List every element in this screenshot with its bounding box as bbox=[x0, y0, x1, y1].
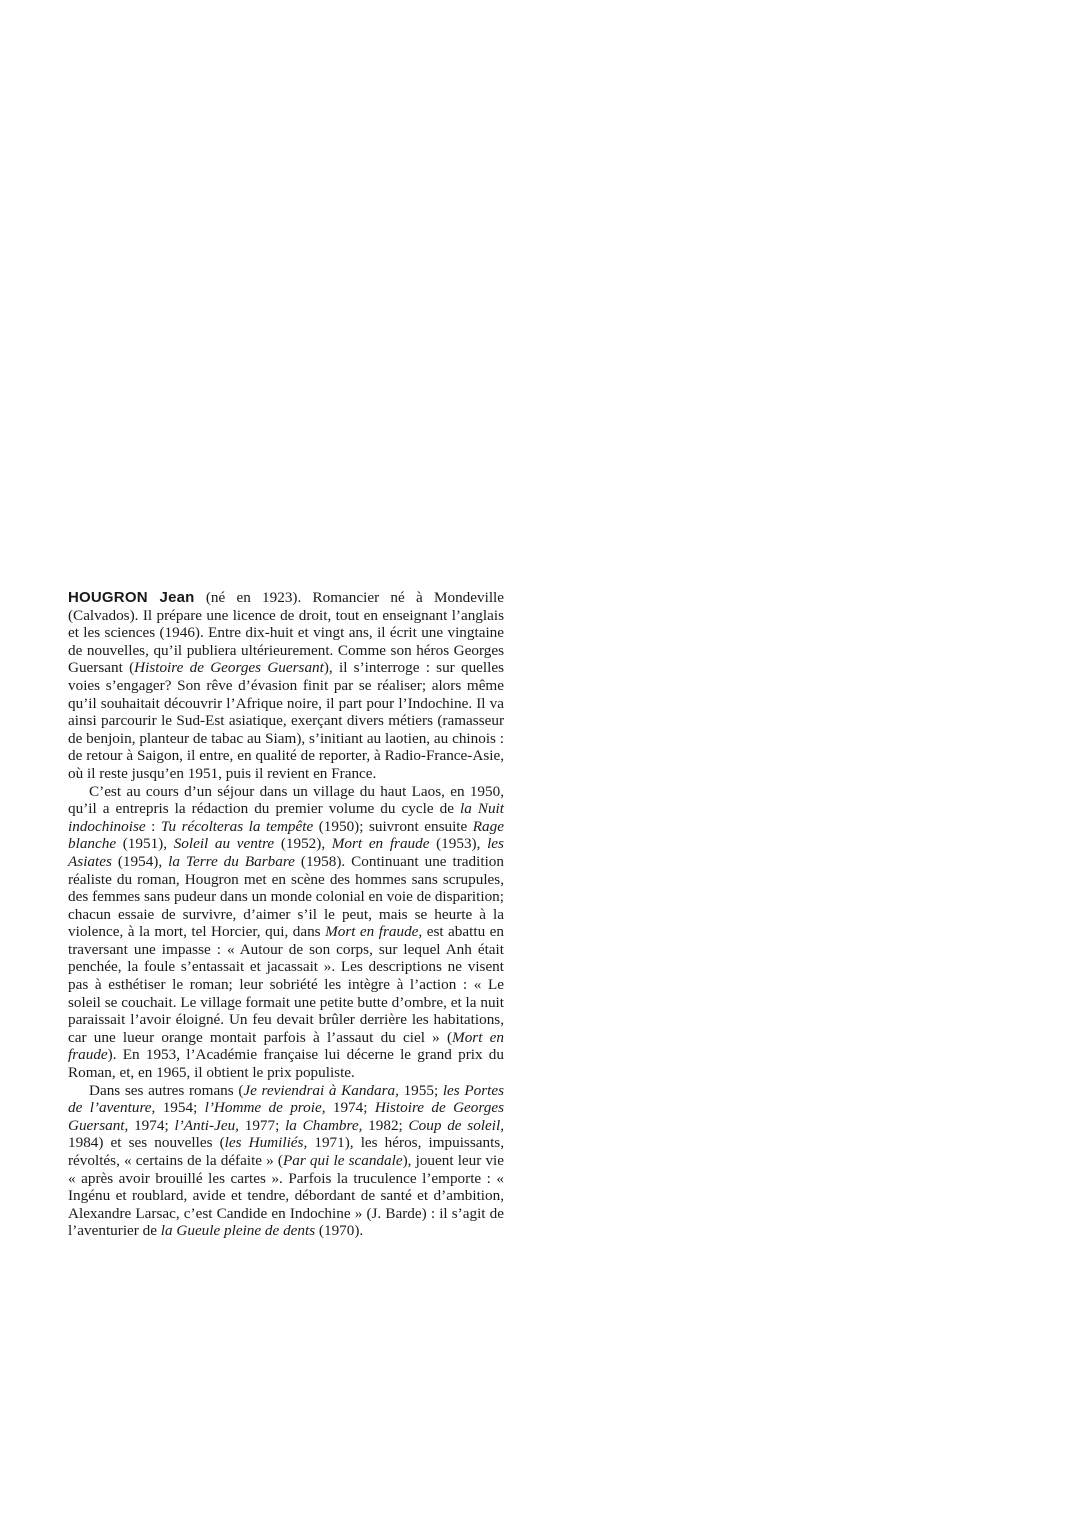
work-title: l’Homme de proie, bbox=[204, 1099, 326, 1117]
text-run: (1951), bbox=[116, 835, 174, 853]
text-run: : bbox=[145, 817, 161, 835]
text-run: Dans ses autres romans ( bbox=[89, 1081, 244, 1099]
work-title: la Nuit indochinoise bbox=[68, 800, 504, 835]
work-title: Histoire de Georges Guersant, bbox=[68, 1099, 504, 1134]
work-title: la Chambre, bbox=[285, 1116, 363, 1134]
text-run: 1971), les héros, impuissants, révoltés, « certains de la défaite » ( bbox=[68, 1134, 504, 1169]
text-run: (1953), bbox=[429, 835, 488, 853]
work-title: Mort en fraude bbox=[331, 835, 430, 853]
work-title: la Terre du Barbare bbox=[168, 852, 295, 870]
text-run: ), jouent leur vie « après avoir brouillé les cartes ». Parfois la truculence l’emporte : « Ingénu et roublard, avide et tendre, débordant de santé et d’ambition, Alexandre Larsac, c’est Candide en Indochine » (J. Barde) : il s’agit de l’aventurier de bbox=[68, 1152, 505, 1240]
text-run: (né en 1923). Romancier né à Mondeville (Calvados). Il prépare une licence de droit, tout en enseignant l’anglais et les sciences (1946). Entre dix-huit et vingt ans, il écrit une vingtaine de nouvelles, qu’il publiera ultérieurement. Comme son héros Georges Guersant ( bbox=[68, 589, 505, 677]
text-run: 1982; bbox=[362, 1116, 409, 1134]
work-title: l’Anti-Jeu, bbox=[174, 1116, 239, 1134]
text-run: (1970). bbox=[315, 1222, 364, 1240]
work-title: Histoire de Georges Guersant bbox=[134, 659, 324, 677]
paragraph-1-body bbox=[68, 589, 504, 782]
work-title: la Gueule pleine de dents bbox=[160, 1222, 316, 1240]
text-run: (1952), bbox=[274, 835, 332, 853]
text-run: C’est au cours d’un séjour dans un village du haut Laos, en 1950, qu’il a entrepris la rédaction du premier volume du cycle de bbox=[68, 782, 504, 818]
work-title: Rage blanche bbox=[68, 817, 504, 853]
work-title: Mort en fraude, bbox=[325, 923, 423, 941]
work-title: Mort en fraude bbox=[68, 1028, 504, 1064]
work-title: les Portes de l’aventure, bbox=[68, 1081, 504, 1117]
work-title: Soleil au ventre bbox=[173, 835, 275, 853]
text-run: 1954; bbox=[155, 1099, 205, 1117]
text-run: est abattu en traversant une impasse : « Autour de son corps, sur lequel Anh était penchée, la foule s’entassait et jacassait ». Les descriptions ne visent pas à esthétiser le roman; leur sobriété les intègre à l’action : « Le soleil se couchait. Le village formait une petite butte d’ombre, et la nuit paraissait l’avoir éloigné. Un feu devait brûler derrière les habitations, car une lueur orange montait parfois à l’assaut du ciel » ( bbox=[68, 923, 504, 1046]
work-title: Tu récolteras la tempête bbox=[160, 817, 314, 835]
entry-paragraph-2 bbox=[68, 783, 504, 1082]
entry-paragraph-1 bbox=[68, 589, 504, 783]
text-run: 1955; bbox=[398, 1081, 443, 1099]
work-title: Coup de soleil, bbox=[408, 1116, 504, 1134]
text-run: (1958). Continuant une tradition réaliste du roman, Hougron met en scène des hommes sans scrupules, des femmes sans pudeur dans un monde colonial en voie de disparition; chacun essaie de survivre, d’aimer s’il le peut, mais se heurte à la violence, à la mort, tel Horcier, qui, dans bbox=[68, 852, 504, 941]
text-run: 1974; bbox=[128, 1116, 175, 1134]
text-run: ). En 1953, l’Académie française lui décerne le grand prix du Roman, et, en 1965, il obtient le prix populiste. bbox=[68, 1046, 504, 1082]
text-run: 1977; bbox=[238, 1116, 286, 1134]
text-run: ), il s’interroge : sur quelles voies s’engager? Son rêve d’évasion finit par se réaliser; alors même qu’il souhaitait découvrir l’Afrique noire, il part pour l’Indochine. Il va ainsi parcourir le Sud-Est asiatique, exerçant divers métiers (ramasseur de benjoin, planteur de tabac au Siam), s’initiant au laotien, au chinois : de retour à Saigon, il entre, en qualité de reporter, à Radio-France-Asie, où il reste jusqu’en 1951, puis il revient en France. bbox=[68, 659, 504, 782]
paragraph-2-body bbox=[68, 783, 504, 1082]
dictionary-entry bbox=[68, 589, 504, 1240]
work-title: les Humiliés, bbox=[224, 1134, 308, 1152]
text-run: 1974; bbox=[325, 1099, 375, 1117]
text-run: (1954), bbox=[111, 852, 169, 870]
work-title: Par qui le scandale bbox=[283, 1152, 403, 1169]
text-run: (1950); suivront ensuite bbox=[313, 817, 473, 835]
work-title: les Asiates bbox=[68, 835, 504, 870]
work-title: Je reviendrai à Kandara, bbox=[243, 1081, 399, 1099]
text-run: 1984) et ses nouvelles ( bbox=[68, 1134, 225, 1152]
paragraph-3-body bbox=[68, 1082, 504, 1240]
entry-headword: HOUGRON Jean bbox=[68, 589, 195, 606]
entry-paragraph-3 bbox=[68, 1082, 504, 1240]
